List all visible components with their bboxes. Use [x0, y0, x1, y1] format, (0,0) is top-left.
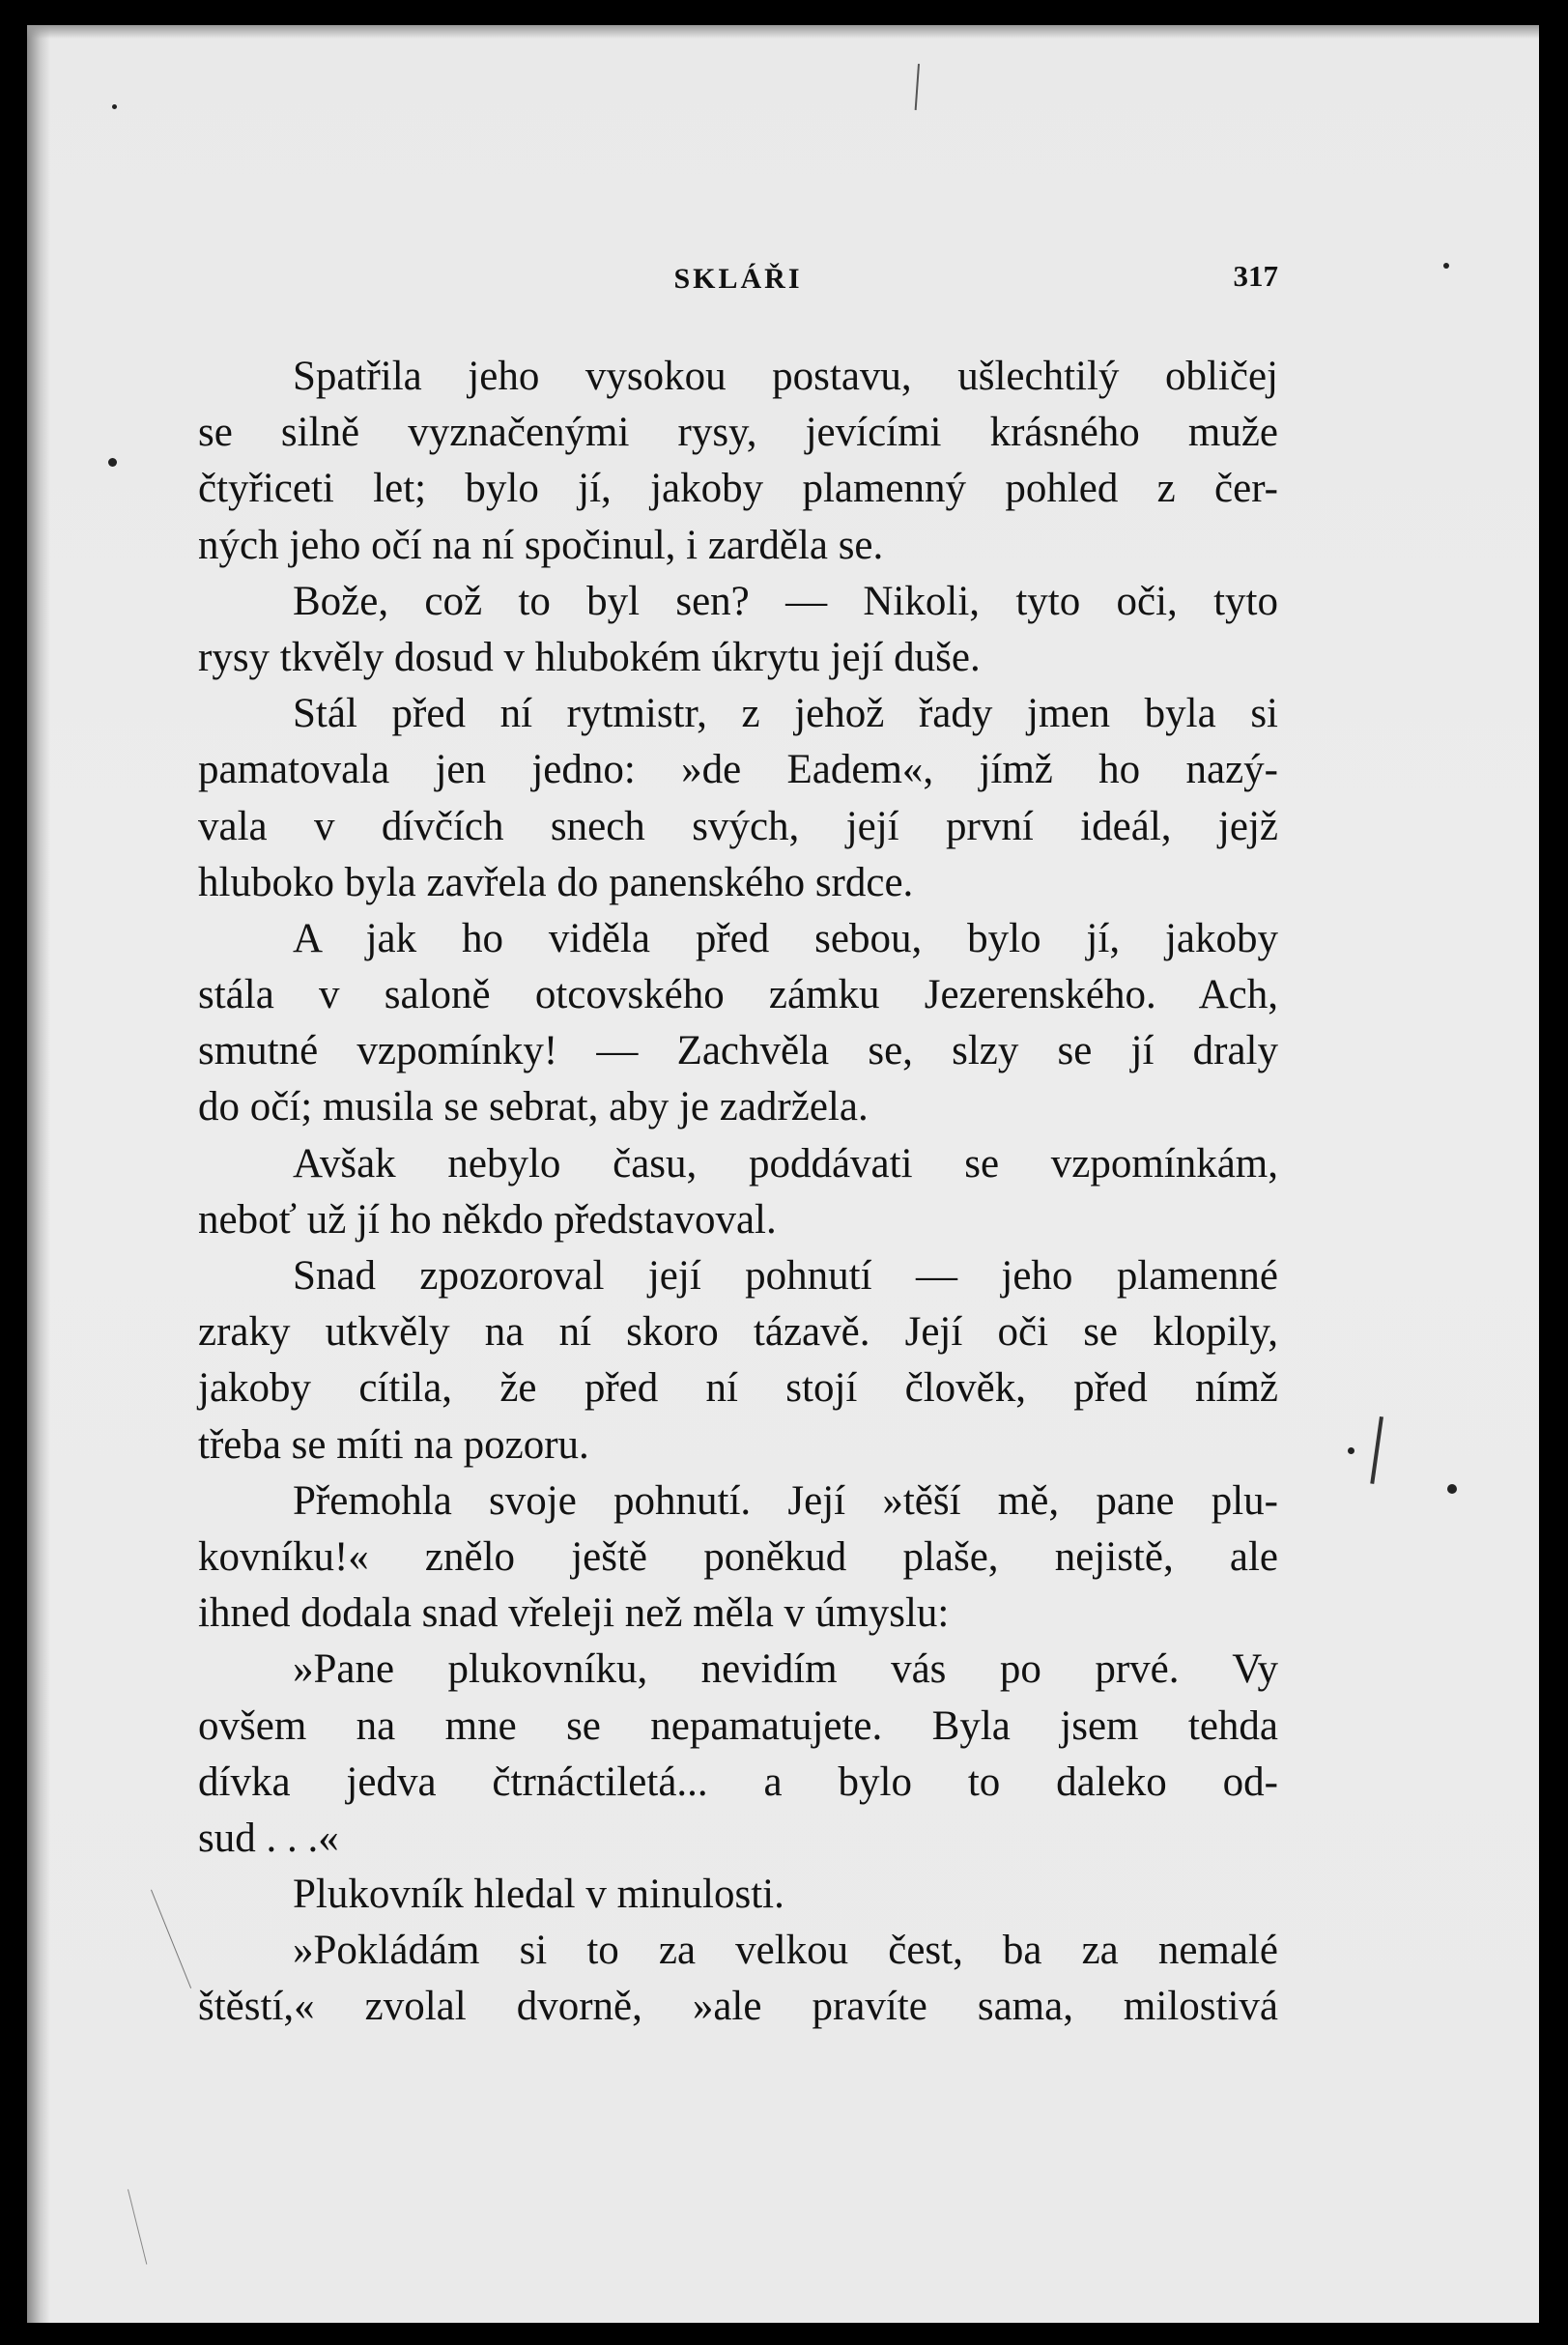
page-shadow-left: [27, 25, 50, 2323]
scan-speck: [112, 104, 117, 109]
text-line: Snad zpozoroval její pohnutí — jeho plamenné: [293, 1253, 1278, 1299]
text-line: zraky utkvěly na ní skoro tázavě. Její oči se klopily,: [198, 1309, 1278, 1356]
text-line: Spatřila jeho vysokou postavu, ušlechtilý obličej: [293, 354, 1278, 399]
text-line: dívka jedva čtrnáctiletá... a bylo to daleko od-: [198, 1759, 1278, 1805]
text-line: třeba se míti na pozoru.: [198, 1421, 589, 1468]
scan-scratch: [1370, 1416, 1383, 1484]
scan-scratch: [128, 2189, 147, 2265]
running-title: SKLÁŘI: [673, 263, 803, 295]
text-line: vala v dívčích snech svých, její první ideál, jejž: [198, 803, 1278, 849]
text-line: neboť už jí ho někdo představoval.: [198, 1196, 777, 1243]
text-line: Bože, což to byl sen? — Nikoli, tyto oči, tyto: [293, 578, 1278, 624]
text-line: sud . . .«: [198, 1815, 339, 1861]
text-line: Přemohla svoje pohnutí. Její »těší mě, pane plu-: [293, 1477, 1278, 1524]
text-line: štěstí,« zvolal dvorně, »ale pravíte sama, milostivá: [198, 1984, 1278, 2030]
text-line: smutné vzpomínky! — Zachvěla se, slzy se jí draly: [198, 1028, 1278, 1074]
text-line: Avšak nebylo času, poddávati se vzpomínkám,: [293, 1140, 1278, 1187]
scan-speck: [1443, 263, 1449, 269]
scan-speck: [1348, 1447, 1354, 1454]
text-line: se silně vyznačenými rysy, jevícími krásného muže: [198, 410, 1278, 456]
text-line: pamatovala jen jedno: »de Eadem«, jímž ho nazý-: [198, 747, 1278, 793]
text-line: do očí; musila se sebrat, aby je zadržela.: [198, 1084, 869, 1130]
text-line: ných jeho očí na ní spočinul, i zarděla se.: [198, 522, 884, 568]
book-page: [27, 25, 1539, 2323]
page-number: 317: [1233, 259, 1278, 293]
text-line: jakoby cítila, že před ní stojí člověk, před nímž: [198, 1365, 1278, 1412]
text-line: »Pane plukovníku, nevidím vás po prvé. Vy: [293, 1646, 1278, 1693]
page-shadow-top: [27, 25, 1539, 39]
text-line: hluboko byla zavřela do panenského srdce.: [198, 859, 914, 905]
text-line: rysy tkvěly dosud v hlubokém úkrytu její duše.: [198, 634, 981, 680]
body-text: [198, 349, 1278, 2036]
text-line: Plukovník hledal v minulosti.: [293, 1872, 784, 1918]
text-line: kovníku!« znělo ještě poněkud plaše, nejistě, ale: [198, 1533, 1278, 1580]
text-line: stála v saloně otcovského zámku Jezerenského. Ach,: [198, 972, 1278, 1018]
text-line: Stál před ní rytmistr, z jehož řady jmen byla si: [293, 691, 1278, 737]
scan-scratch: [915, 64, 920, 110]
running-head: [198, 240, 1278, 298]
text-line: A jak ho viděla před sebou, bylo jí, jakoby: [293, 915, 1278, 961]
text-line: ovšem na mne se nepamatujete. Byla jsem tehda: [198, 1702, 1278, 1749]
scan-speck: [108, 458, 117, 467]
text-line: »Pokládám si to za velkou čest, ba za nemalé: [293, 1928, 1278, 1974]
text-line: ihned dodala snad vřeleji než měla v úmyslu:: [198, 1590, 950, 1637]
scan-scratch: [151, 1890, 191, 1988]
text-line: čtyřiceti let; bylo jí, jakoby plamenný pohled z čer-: [198, 466, 1278, 512]
scan-speck: [1447, 1484, 1457, 1494]
